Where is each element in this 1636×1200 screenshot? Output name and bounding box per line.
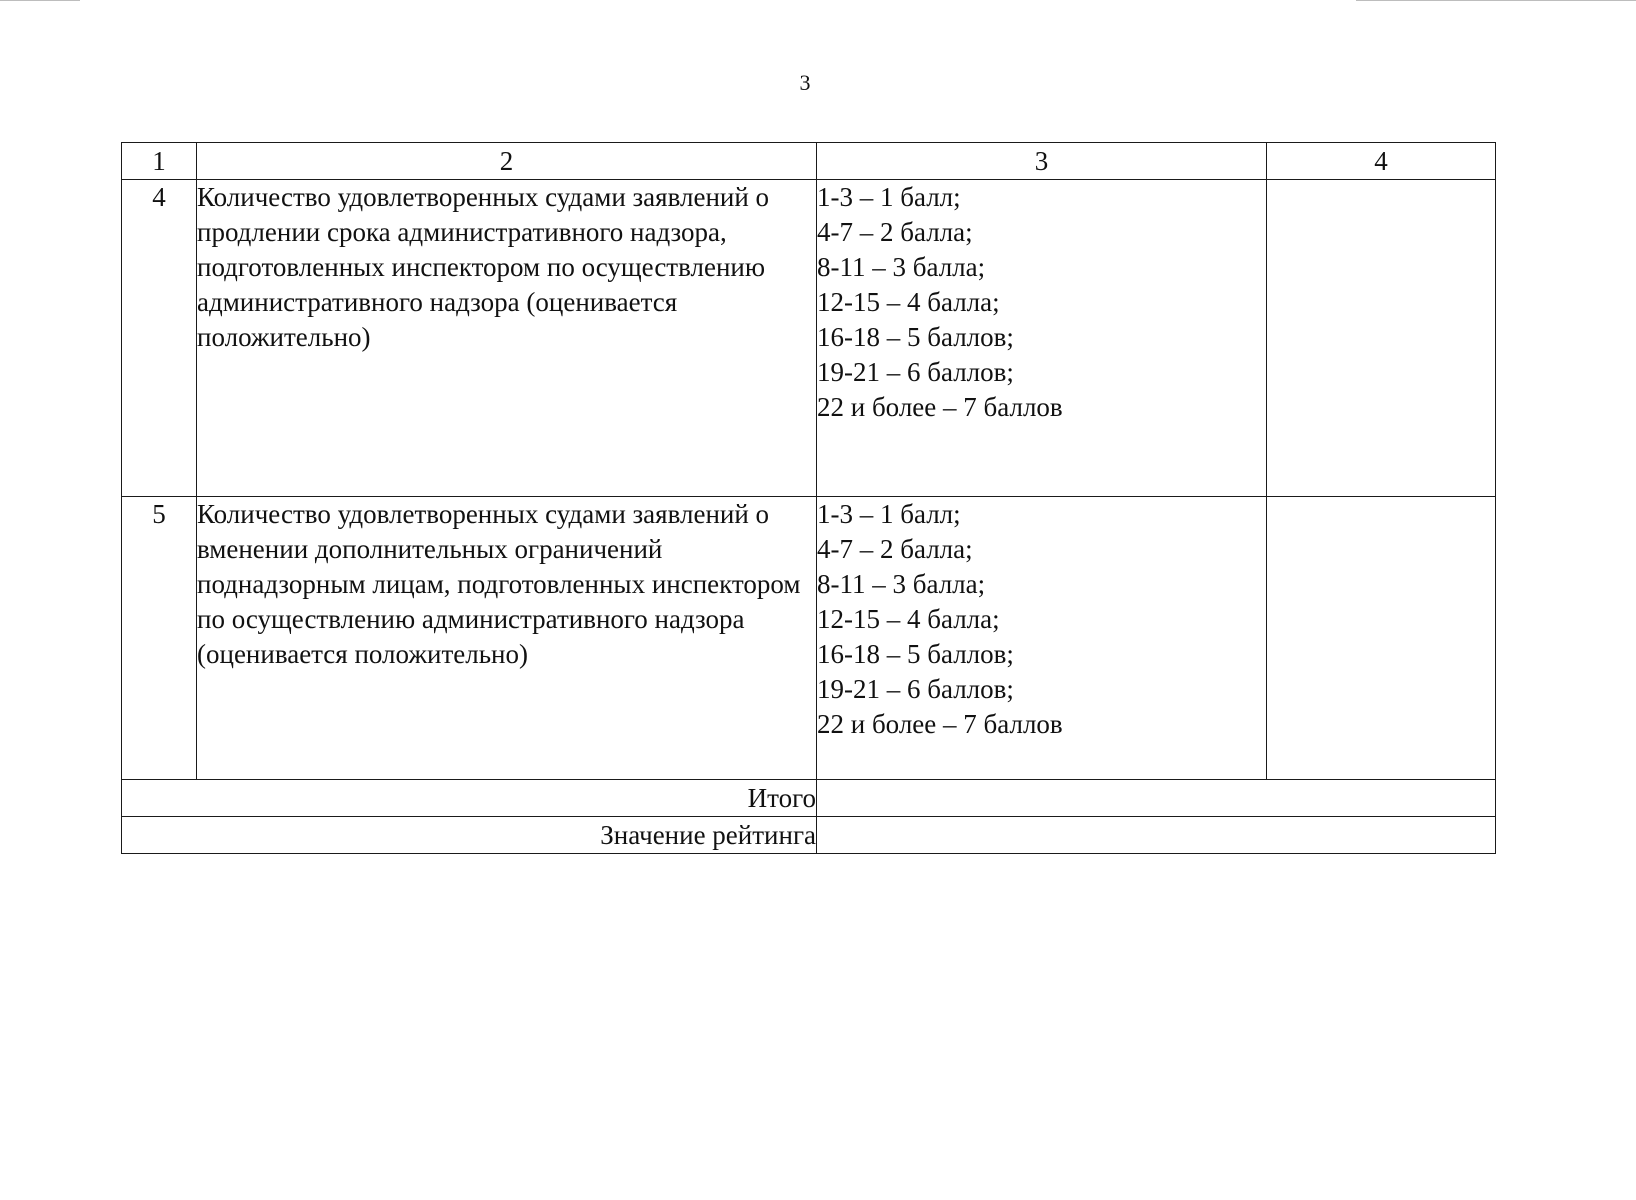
score-line: 22 и более – 7 баллов bbox=[817, 709, 1063, 739]
column-header-4: 4 bbox=[1267, 143, 1496, 180]
score-line: 19-21 – 6 баллов; bbox=[817, 674, 1014, 704]
total-value-cell bbox=[817, 780, 1496, 817]
total-label: Итого bbox=[122, 780, 817, 817]
rating-row bbox=[122, 817, 1496, 854]
rating-value-cell bbox=[817, 817, 1496, 854]
score-line: 4-7 – 2 балла; bbox=[817, 217, 973, 247]
row-number: 4 bbox=[122, 180, 197, 497]
score-scale bbox=[817, 180, 1267, 497]
row-number: 5 bbox=[122, 497, 197, 780]
score-line: 12-15 – 4 балла; bbox=[817, 604, 1000, 634]
score-line: 8-11 – 3 балла; bbox=[817, 252, 986, 282]
score-line: 1-3 – 1 балл; bbox=[817, 182, 961, 212]
page-number: 3 bbox=[799, 70, 811, 95]
column-header-3: 3 bbox=[817, 143, 1267, 180]
score-line: 22 и более – 7 баллов bbox=[817, 392, 1063, 422]
score-line: 8-11 – 3 балла; bbox=[817, 569, 986, 599]
score-line: 16-18 – 5 баллов; bbox=[817, 639, 1014, 669]
rating-table bbox=[121, 142, 1496, 854]
score-line: 12-15 – 4 балла; bbox=[817, 287, 1000, 317]
score-value-cell bbox=[1267, 180, 1496, 497]
column-header-2: 2 bbox=[197, 143, 817, 180]
scan-edge-right bbox=[1356, 0, 1636, 1]
score-line: 19-21 – 6 баллов; bbox=[817, 357, 1014, 387]
criterion-description: Количество удовлетворенных судами заявлений о продлении срока административного надзора, подготовленных инспектором по осуществлению административного надзора (оценивается положительно) bbox=[197, 180, 817, 497]
rating-label: Значение рейтинга bbox=[122, 817, 817, 854]
scan-edge-left bbox=[0, 0, 80, 1]
total-row bbox=[122, 780, 1496, 817]
score-scale bbox=[817, 497, 1267, 780]
table-row bbox=[122, 497, 1496, 780]
table-header-row bbox=[122, 143, 1496, 180]
score-line: 1-3 – 1 балл; bbox=[817, 499, 961, 529]
score-value-cell bbox=[1267, 497, 1496, 780]
column-header-1: 1 bbox=[122, 143, 197, 180]
score-line: 16-18 – 5 баллов; bbox=[817, 322, 1014, 352]
score-line: 4-7 – 2 балла; bbox=[817, 534, 973, 564]
criterion-description: Количество удовлетворенных судами заявлений о вменении дополнительных ограничений поднадзорным лицам, подготовленных инспектором по осуществлению административного надзора (оценивается положительно) bbox=[197, 497, 817, 780]
table-row bbox=[122, 180, 1496, 497]
